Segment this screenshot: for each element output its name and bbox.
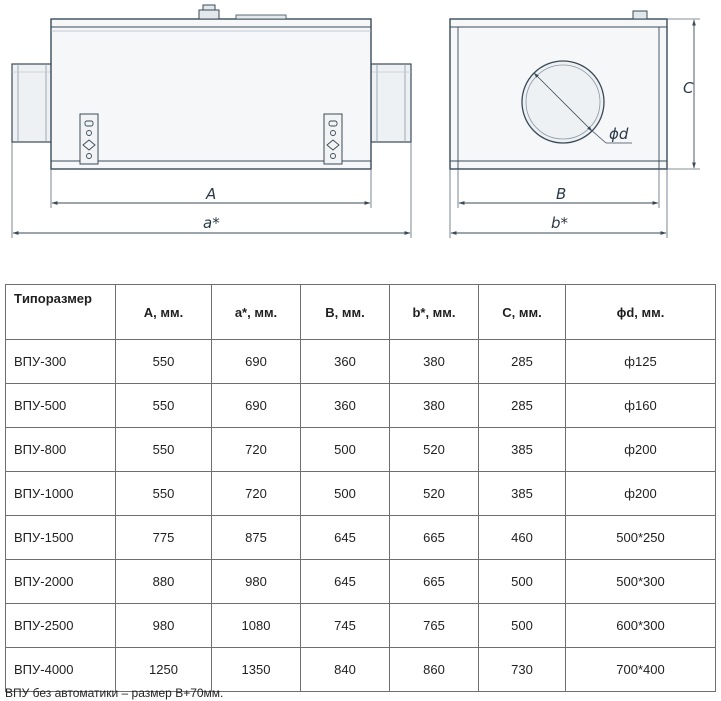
table-row: [6, 472, 716, 516]
cell-value: 690: [212, 340, 301, 384]
cell-value: 520: [390, 472, 479, 516]
cell-model: ВПУ-500: [6, 384, 116, 428]
cell-model: ВПУ-2500: [6, 604, 116, 648]
cell-value: 500: [479, 604, 566, 648]
cable-gland: [199, 5, 219, 19]
cell-value: ф200: [566, 428, 716, 472]
cell-value: 550: [116, 340, 212, 384]
front-view: [450, 11, 700, 238]
table-row: [6, 428, 716, 472]
dim-label-c: C: [683, 79, 694, 97]
cell-value: ф160: [566, 384, 716, 428]
cell-value: 765: [390, 604, 479, 648]
cell-value: 380: [390, 340, 479, 384]
cell-value: 980: [116, 604, 212, 648]
cell-value: 700*400: [566, 648, 716, 692]
cell-value: 360: [301, 340, 390, 384]
mounting-bracket-left: [80, 114, 98, 164]
unit-body-side: [51, 19, 371, 169]
col-header-b: B, мм.: [301, 285, 390, 340]
cell-value: 860: [390, 648, 479, 692]
dim-label-duct: ϕd: [609, 125, 629, 143]
table-row: [6, 648, 716, 692]
spec-table: [5, 284, 716, 692]
cell-value: 550: [116, 472, 212, 516]
cell-value: 550: [116, 384, 212, 428]
dim-label-a: A: [206, 185, 217, 203]
cell-value: 645: [301, 560, 390, 604]
cell-value: 1350: [212, 648, 301, 692]
dim-label-a-star: a*: [203, 214, 220, 232]
cell-value: 1080: [212, 604, 301, 648]
cell-value: 775: [116, 516, 212, 560]
cell-value: 730: [479, 648, 566, 692]
cell-value: 665: [390, 560, 479, 604]
cell-value: 360: [301, 384, 390, 428]
table-row: [6, 340, 716, 384]
cell-value: ф200: [566, 472, 716, 516]
cell-value: 745: [301, 604, 390, 648]
table-row: [6, 560, 716, 604]
dim-label-b: B: [556, 185, 567, 203]
col-header-b-star: b*, мм.: [390, 285, 479, 340]
footnote: ВПУ без автоматики – размер В+70мм.: [5, 686, 224, 700]
cell-value: 875: [212, 516, 301, 560]
cell-value: 285: [479, 384, 566, 428]
col-header-c: C, мм.: [479, 285, 566, 340]
cell-model: ВПУ-2000: [6, 560, 116, 604]
technical-drawing: [0, 0, 721, 250]
cell-model: ВПУ-800: [6, 428, 116, 472]
cell-value: 500: [301, 428, 390, 472]
cell-value: 600*300: [566, 604, 716, 648]
cell-value: 665: [390, 516, 479, 560]
cell-value: 500*300: [566, 560, 716, 604]
table-row: [6, 384, 716, 428]
cell-value: 880: [116, 560, 212, 604]
cell-value: 520: [390, 428, 479, 472]
cell-model: ВПУ-1500: [6, 516, 116, 560]
table-row: [6, 516, 716, 560]
col-header-d: ϕd, мм.: [566, 285, 716, 340]
mounting-bracket-right: [324, 114, 342, 164]
cell-value: 550: [116, 428, 212, 472]
side-view: [12, 5, 411, 238]
cell-value: 1250: [116, 648, 212, 692]
cell-value: 500: [301, 472, 390, 516]
cell-value: 980: [212, 560, 301, 604]
cell-value: 500*250: [566, 516, 716, 560]
cell-model: ВПУ-1000: [6, 472, 116, 516]
cell-model: ВПУ-4000: [6, 648, 116, 692]
cell-value: 500: [479, 560, 566, 604]
cell-model: ВПУ-300: [6, 340, 116, 384]
cell-value: 720: [212, 472, 301, 516]
table-row: [6, 604, 716, 648]
col-header-a: A, мм.: [116, 285, 212, 340]
right-spigot: [371, 64, 411, 142]
cell-value: 460: [479, 516, 566, 560]
table-header-row: [6, 285, 716, 340]
cell-value: 690: [212, 384, 301, 428]
col-header-a-star: a*, мм.: [212, 285, 301, 340]
cell-value: 285: [479, 340, 566, 384]
cell-value: 645: [301, 516, 390, 560]
cell-value: 385: [479, 428, 566, 472]
col-header-size: Tипоразмер: [6, 285, 116, 340]
cell-value: 720: [212, 428, 301, 472]
cell-value: 380: [390, 384, 479, 428]
dim-label-b-star: b*: [551, 214, 569, 232]
cell-value: 840: [301, 648, 390, 692]
cell-value: 385: [479, 472, 566, 516]
left-spigot: [12, 64, 52, 142]
cell-value: ф125: [566, 340, 716, 384]
